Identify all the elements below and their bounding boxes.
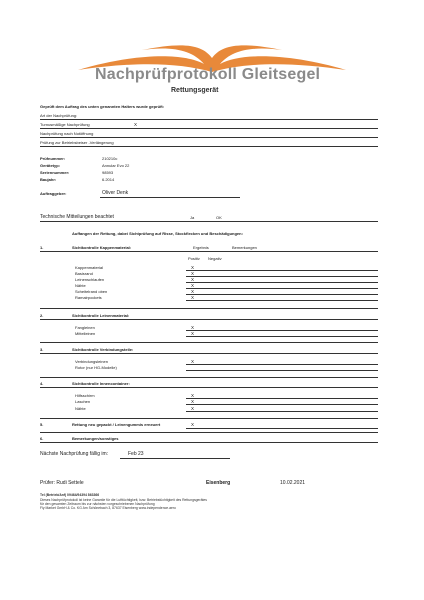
section-4-title: Sichtkontrolle Innencontainer: [72, 381, 130, 386]
divider [40, 387, 378, 388]
result-column-header: Ergebnis [193, 245, 209, 250]
divider [120, 458, 230, 459]
list-item: Rotor (nur HG-Modelle) [75, 365, 117, 370]
section-heading: Auffangen der Rettung, dabei Sichtprüfung auf Risse, Stockflecken und Beschädigungen: [72, 231, 243, 236]
build-year-value: 6.2014 [102, 177, 115, 182]
footer-line: für den gesamten Zeitraum bis zur nächsten vorgeschriebenen Nachprüfung [40, 502, 155, 506]
section-2-number: 2. [40, 313, 44, 318]
list-item: Mittelleinen [75, 331, 96, 336]
section-3-number: 3. [40, 347, 44, 352]
check-mark: X [191, 324, 195, 330]
divider [186, 398, 378, 399]
divider [40, 137, 378, 138]
serial-number-value: 98593 [102, 170, 114, 175]
device-type-label: Gerätetyp: [40, 163, 61, 168]
divider [186, 330, 378, 331]
inspector-name: Prüfer: Rudi Settele [40, 480, 84, 486]
divider [40, 418, 378, 419]
check-mark: X [191, 270, 195, 276]
divider [40, 146, 378, 147]
list-item: Ramairpockets [75, 295, 102, 300]
divider [40, 119, 378, 120]
negative-column-header: Negativ [208, 256, 222, 261]
divider [40, 319, 378, 320]
periodic-check-mark: X [134, 121, 138, 127]
page-subtitle: Rettungsgerät [171, 87, 219, 94]
build-year-label: Baujahr: [40, 177, 57, 182]
section-3-title: Sichtkontrolle Verbindungsteile: [72, 347, 134, 352]
divider [186, 364, 378, 365]
divider [186, 282, 378, 283]
after-opening-label: Nachprüfung nach Notöffnung [40, 131, 94, 136]
client-label: Auftraggeber: [40, 191, 67, 196]
divider [40, 432, 378, 433]
section-6-title: Bemerkungen/sonstiges [72, 436, 119, 441]
check-mark: X [191, 330, 195, 336]
check-mark: X [191, 392, 195, 398]
list-item: Nähte [75, 283, 86, 288]
divider [186, 428, 378, 429]
divider [186, 276, 378, 277]
list-item: Nähte [75, 406, 86, 411]
list-item: Verbindungsleinen [75, 359, 108, 364]
divider [40, 342, 378, 343]
check-mark: X [191, 358, 195, 364]
divider [186, 300, 378, 301]
date: 10.02.2021 [280, 480, 306, 486]
divider [186, 370, 378, 371]
tech-notes-ja: Ja [190, 215, 195, 220]
divider [40, 251, 378, 252]
check-mark: X [191, 264, 195, 270]
check-mark: X [191, 282, 195, 288]
check-mark: X [191, 398, 195, 404]
client-value: Oliver Denk [102, 190, 129, 196]
divider [40, 442, 378, 443]
footer-line: Tel (Betrieb/Anf) 09464/94394 863366 [40, 493, 100, 497]
footer-line: Dieses Nachprüfprotokoll ist keine Garantie für die Lufttüchtigkeit, bzw. Betriebstüchtigkeit des Rettungsgerätes [40, 498, 207, 502]
place: Eisenberg [206, 480, 231, 486]
device-type-value: Annular Evo 22 [102, 163, 130, 168]
section-2-title: Sichtkontrolle Leinenmaterial: [72, 313, 130, 318]
list-item: Scheitelrand oben [75, 289, 108, 294]
inspection-type-label: Art der Nachprüfung: [40, 113, 78, 118]
divider [186, 270, 378, 271]
section-5-title: Rettung neu gepackt / Leinengummis erneuert [72, 422, 161, 427]
intro-statement: Geprüft dem Auftrag des unten genannten Halters wurde geprüft: [40, 104, 165, 109]
tech-notes-label: Technische Mitteilungen beachtet [40, 214, 114, 220]
section-1-number: 1. [40, 245, 44, 250]
check-mark: X [191, 421, 195, 427]
divider [186, 294, 378, 295]
divider [40, 221, 378, 222]
tech-notes-ok: OK [216, 215, 222, 220]
list-item: Basisrand [75, 271, 93, 276]
divider [40, 128, 378, 129]
section-6-number: 6. [40, 436, 44, 441]
serial-number-label: Seriennummer: [40, 170, 70, 175]
divider [186, 288, 378, 289]
positive-column-header: Positiv [188, 256, 200, 261]
remarks-column-header: Bemerkungen [232, 245, 257, 250]
divider [186, 411, 378, 412]
section-4-number: 4. [40, 381, 44, 386]
check-mark: X [191, 276, 195, 282]
list-item: Hilfsschirm [75, 393, 95, 398]
list-item: Laschen [75, 399, 91, 404]
divider [186, 336, 378, 337]
check-mark: X [191, 294, 195, 300]
page-title: Nachprüfprotokoll Gleitsegel [95, 66, 321, 83]
list-item: Kappenmaterial [75, 265, 104, 270]
test-number-value: 210210c [102, 156, 118, 161]
divider [40, 377, 378, 378]
footer-line: Fly Market GmbH & Co. KG Am Schönebach 3, 87637 Eisenberg www.independence.aero [40, 506, 176, 510]
extension-check-label: Prüfung zur Betriebsbeiser -Verlängerung [40, 140, 114, 145]
next-check-value: Feb 23 [128, 451, 144, 457]
section-1-title: Sichtkontrolle Kappenmaterial: [72, 245, 132, 250]
check-mark: X [191, 405, 195, 411]
divider [100, 197, 240, 198]
divider [186, 404, 378, 405]
list-item: Leinenschlaufen [75, 277, 105, 282]
periodic-check-label: Turnusmäßige Nachprüfung [40, 122, 90, 127]
list-item: Fangleinen [75, 325, 95, 330]
next-check-label: Nächste Nachprüfung fällig im: [40, 451, 109, 457]
check-mark: X [191, 288, 195, 294]
divider [40, 308, 378, 309]
divider [40, 353, 378, 354]
section-5-number: 5. [40, 422, 44, 427]
test-number-label: Prüfnummer: [40, 156, 66, 161]
